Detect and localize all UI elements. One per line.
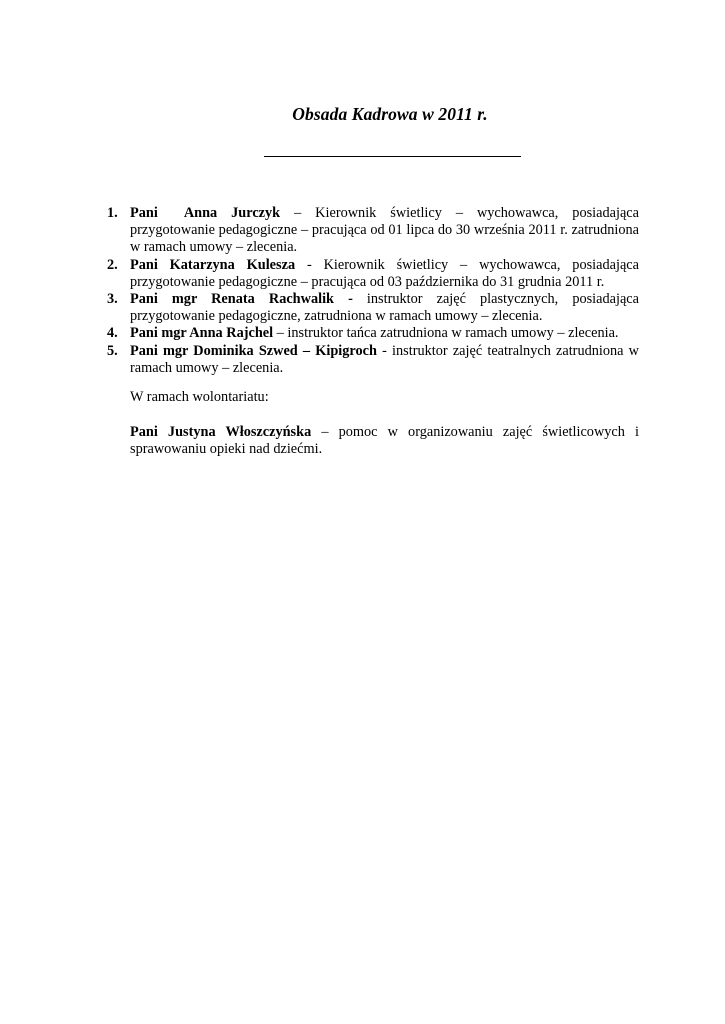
staff-name: Pani mgr Anna Rajchel [130, 325, 274, 342]
staff-item-3 [102, 291, 639, 325]
staff-item-2 [102, 257, 639, 291]
staff-name: Pani mgr Dominika Szwed – Kipigroch [130, 342, 377, 359]
volunteer-name: Pani Justyna Włoszczyńska [130, 424, 312, 440]
staff-item-number: 4. [107, 325, 118, 342]
staff-list [102, 205, 639, 377]
staff-item-number: 1. [107, 205, 118, 221]
staff-item-4 [102, 325, 639, 342]
volunteer-description: – pomoc w organizowaniu zajęć świetlicowych i sprawowaniu opieki nad dziećmi. [130, 424, 640, 458]
staff-description: – instruktor tańca zatrudniona w ramach umowy – zlecenia. [273, 325, 619, 342]
volunteer-heading: W ramach wolontariatu: [130, 389, 269, 405]
staff-description: - instruktor zajęć teatralnych zatrudniona w ramach umowy – zlecenia. [130, 342, 639, 376]
staff-description: – Kierownik świetlicy – wychowawca, posiadająca przygotowanie pedagogiczne – pracująca od 01 lipca do 30 września 2011 r. zatrudniona w ramach umowy – zlecenia. [130, 205, 639, 256]
staff-item-number: 3. [107, 291, 118, 308]
staff-item-1 [102, 205, 639, 257]
title-underline [264, 156, 521, 157]
staff-item-number: 2. [107, 256, 118, 273]
staff-name-prefix: Pani [130, 205, 158, 221]
document-title: Obsada Kadrowa w 2011 r. [292, 104, 488, 124]
staff-description: instruktor zajęć plastycznych, posiadająca przygotowanie pedagogiczne, zatrudniona w ramach umowy – zlecenia. [130, 291, 639, 325]
staff-item-number: 5. [107, 342, 118, 359]
staff-description: - Kierownik świetlicy – wychowawca, posiadająca przygotowanie pedagogiczne – pracująca od 03 października do 31 grudnia 2011 r. [130, 256, 639, 290]
staff-name: Pani Katarzyna Kulesza [130, 256, 296, 273]
staff-name: Anna Jurczyk [183, 205, 281, 221]
staff-name: Pani mgr Renata Rachwalik - [130, 291, 353, 308]
volunteer-entry [130, 424, 639, 458]
staff-item-5 [102, 343, 639, 377]
